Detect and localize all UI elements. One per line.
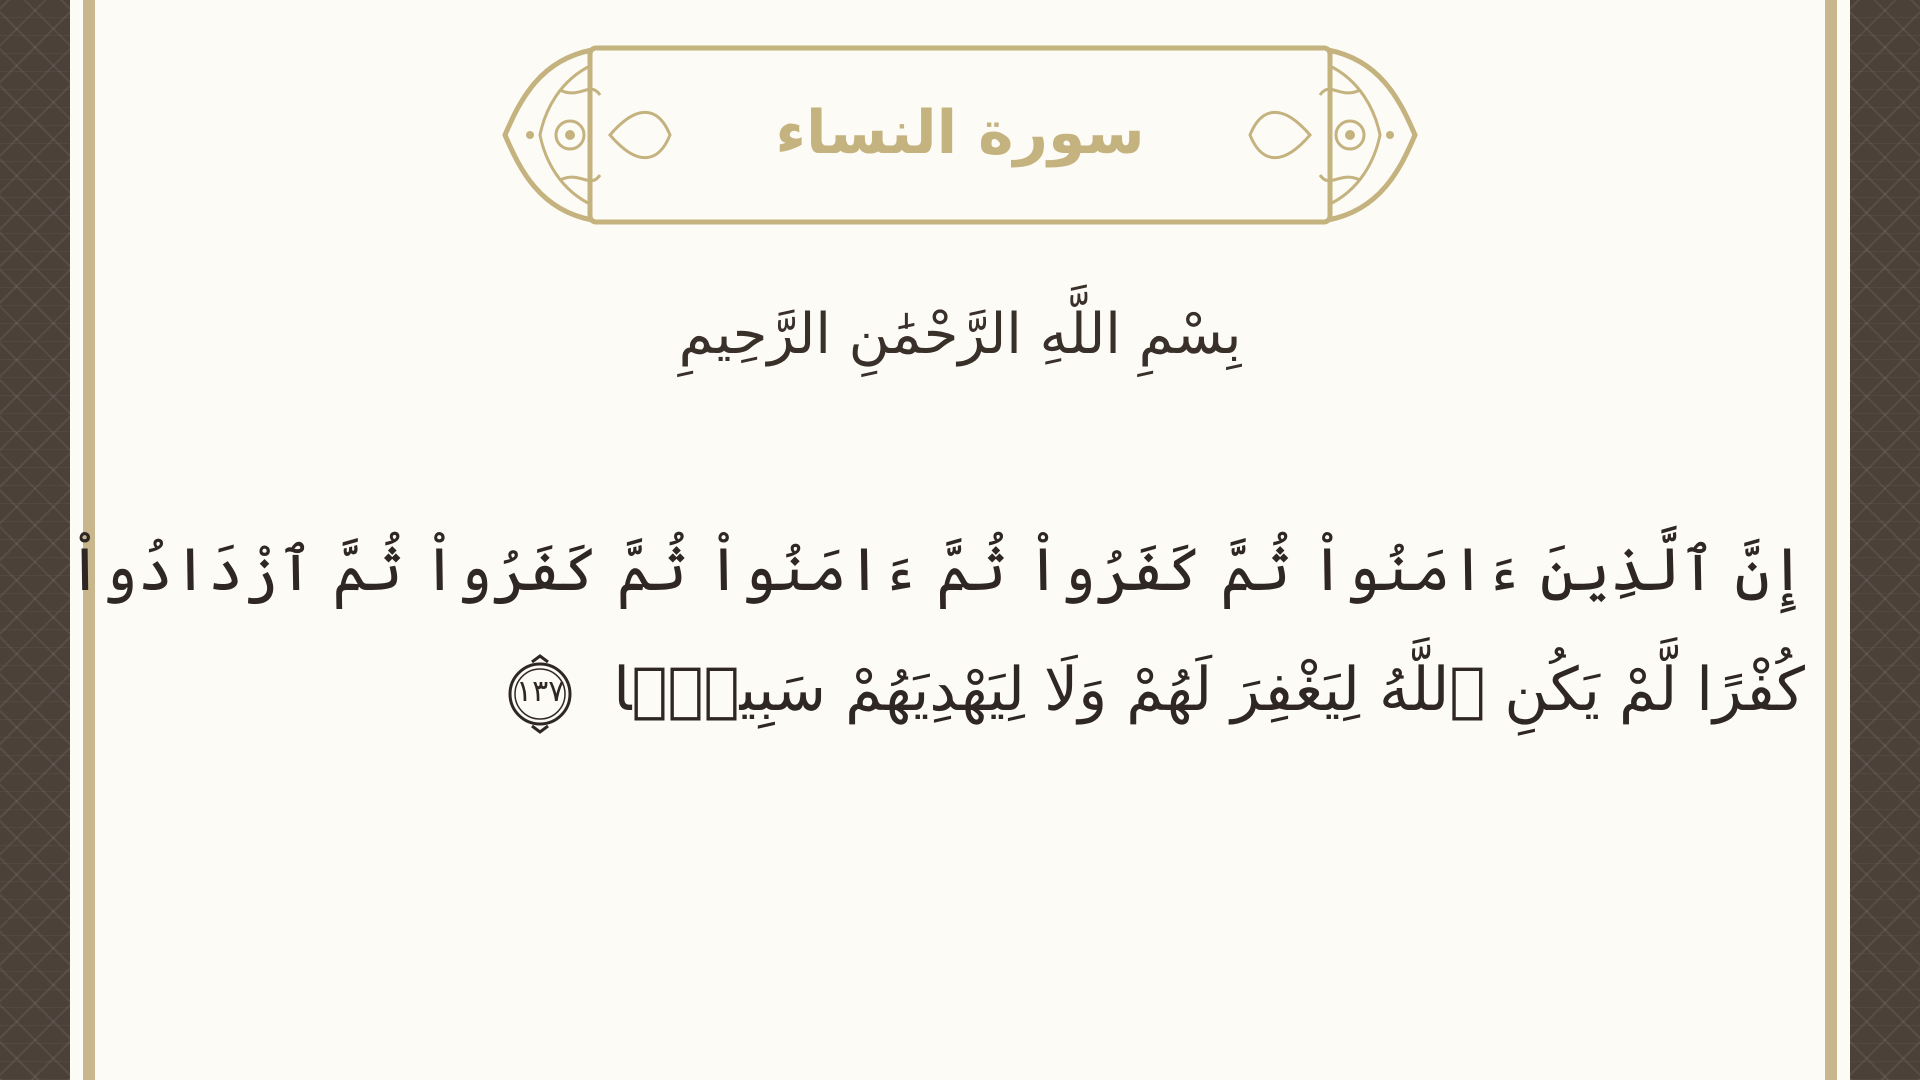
verse-line-1-text: إِنَّ ٱلَّذِينَ ءَامَنُواْ ثُمَّ كَفَرُواْ ثُمَّ ءَامَنُواْ ثُمَّ كَفَرُواْ ثُمَّ ٱزْدَادُواْ [67,535,1805,605]
right-gold-rule [1825,0,1837,1080]
verse-line-2 [420,630,1805,750]
ayah-number: ١٣٧ [515,674,565,710]
surah-title: سورة النساء [775,98,1145,168]
verse-line-1 [67,510,1805,630]
surah-title-cartouche [500,40,1420,230]
verse-line-2-text: كُفْرًا لَّمْ يَكُنِ ٱللَّهُ لِيَغْفِرَ لَهُمْ وَلَا لِيَهْدِيَهُمْ سَبِيلًۢا [613,655,1805,725]
ayah-number-marker [500,654,580,734]
basmala: بِسْمِ اللَّهِ الرَّحْمَٰنِ الرَّحِيمِ [678,302,1242,367]
verse-block [67,510,1805,750]
left-ornamental-border [0,0,70,1080]
right-ornamental-border [1850,0,1920,1080]
